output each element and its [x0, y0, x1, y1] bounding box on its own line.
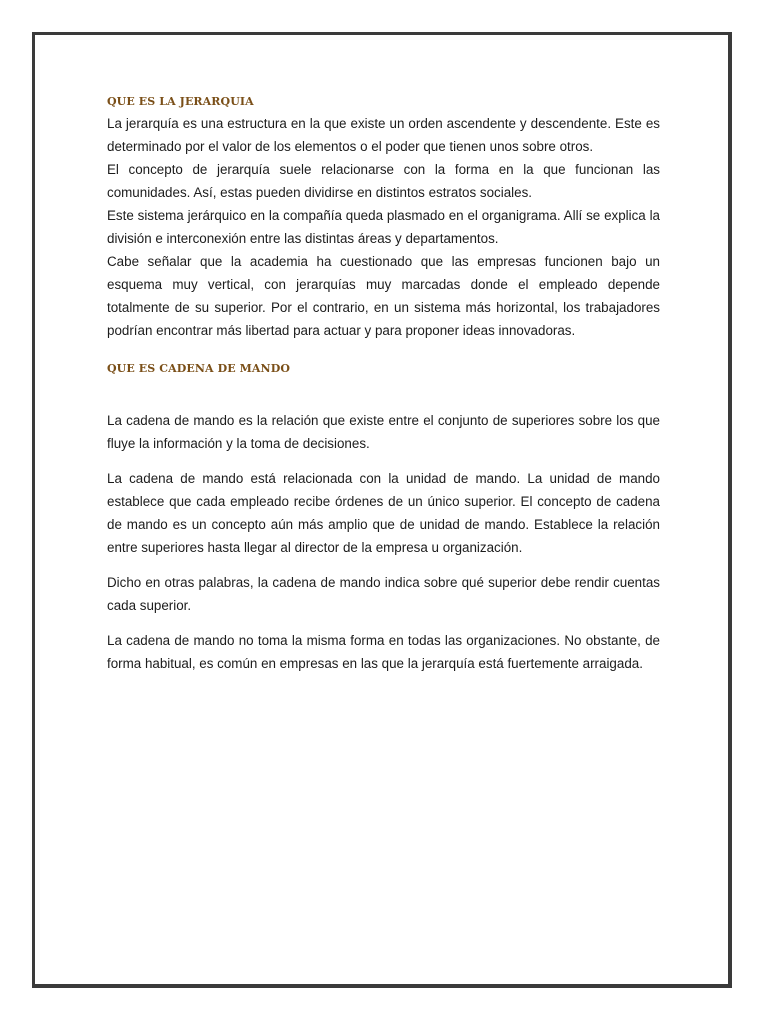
- section-heading-cadena-de-mando: QUE ES CADENA DE MANDO: [107, 362, 291, 375]
- paragraph: La cadena de mando está relacionada con la unidad de mando. La unidad de mando establece que cada empleado recibe órdenes de un único superior. El concepto de cadena de mando es un concepto aún más amplio que de unidad de mando. Establece la relación entre superiores hasta llegar al director de la empresa u organización.: [107, 471, 660, 555]
- paragraph: El concepto de jerarquía suele relacionarse con la forma en la que funcionan las comunidades. Así, estas pueden dividirse en distintos estratos sociales.: [107, 162, 660, 200]
- document-page: [32, 32, 732, 988]
- section-cadena-de-mando-body: [107, 409, 660, 675]
- section-heading-jerarquia: QUE ES LA JERARQUIA: [107, 95, 254, 108]
- paragraph: La cadena de mando no toma la misma forma en todas las organizaciones. No obstante, de forma habitual, es común en empresas en las que la jerarquía está fuertemente arraigada.: [107, 633, 660, 671]
- section-jerarquia-body: [107, 112, 660, 342]
- paragraph: La jerarquía es una estructura en la que existe un orden ascendente y descendente. Este es determinado por el valor de los elementos o el poder que tienen unos sobre otros.: [107, 116, 660, 154]
- paragraph: Este sistema jerárquico en la compañía queda plasmado en el organigrama. Allí se explica la división e interconexión entre las distintas áreas y departamentos.: [107, 208, 660, 246]
- paragraph: La cadena de mando es la relación que existe entre el conjunto de superiores sobre los que fluye la información y la toma de decisiones.: [107, 413, 660, 451]
- paragraph: Cabe señalar que la academia ha cuestionado que las empresas funcionen bajo un esquema muy vertical, con jerarquías muy marcadas donde el empleado depende totalmente de su superior. Por el contrario, en un sistema más horizontal, los trabajadores podrían encontrar más libertad para actuar y para proponer ideas innovadoras.: [107, 254, 660, 338]
- document-content: [107, 92, 660, 687]
- paragraph: Dicho en otras palabras, la cadena de mando indica sobre qué superior debe rendir cuentas cada superior.: [107, 575, 660, 613]
